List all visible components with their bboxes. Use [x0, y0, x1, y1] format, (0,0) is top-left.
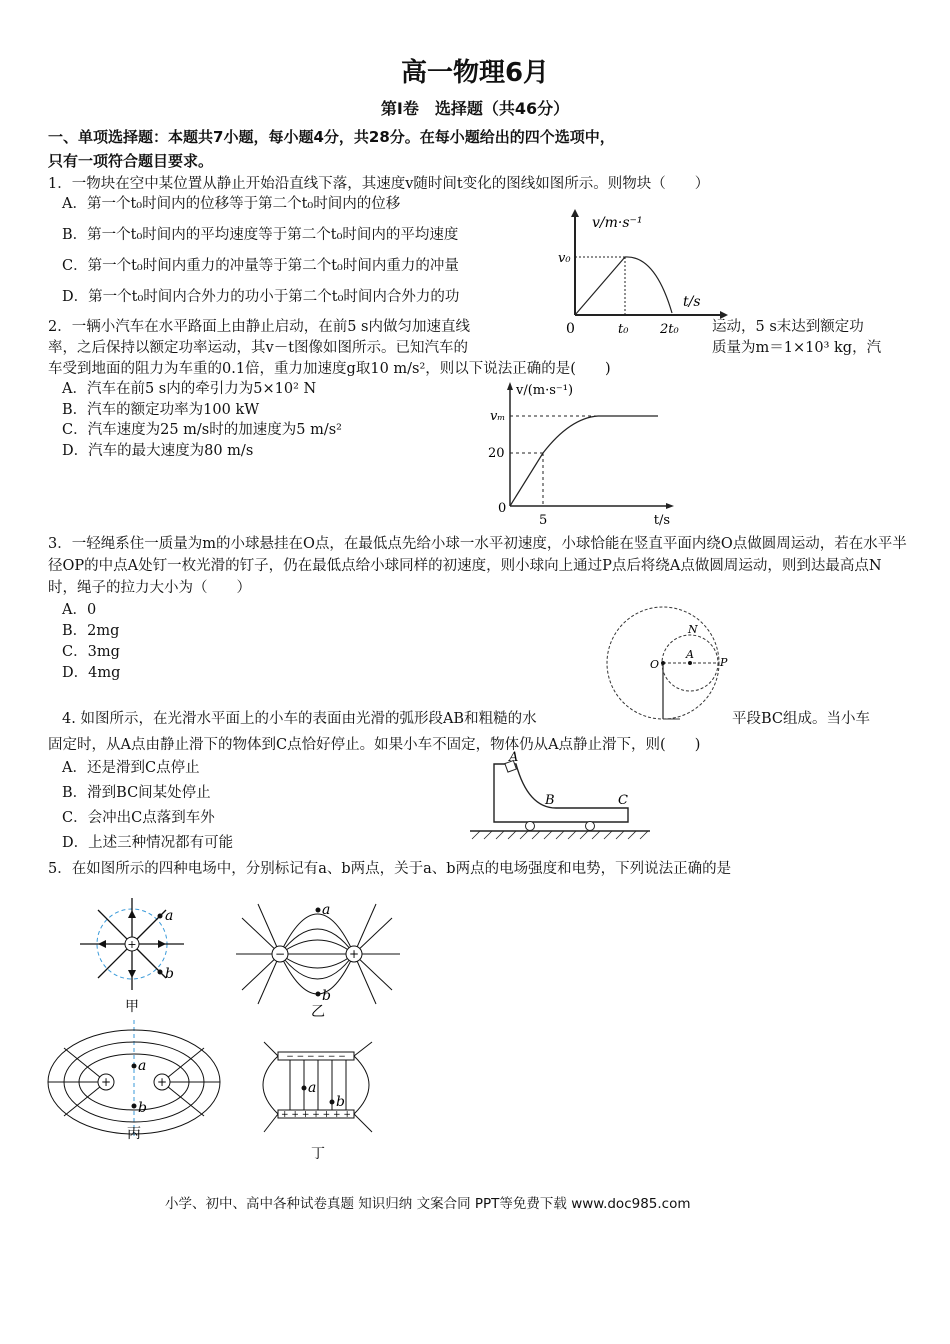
q2-x-arrow	[666, 503, 674, 509]
q5-bing-plus-right: +	[156, 1075, 168, 1089]
q1-line-rising	[575, 257, 625, 315]
q5-yi-plus: +	[348, 947, 360, 961]
q2-line2-right: 质量为m＝1×10³ kg，汽	[712, 340, 882, 356]
q1-ylabel: v/m·s⁻¹	[592, 215, 643, 231]
q5-bing-label-a: a	[138, 1058, 147, 1074]
page-footer: 小学、初中、高中各种试卷真题 知识归纳 文案合同 PPT等免费下载 www.doc985.com	[165, 1196, 691, 1212]
q1-option-c: C．第一个t₀时间内重力的冲量等于第二个t₀时间内重力的冲量	[62, 258, 459, 274]
q3-label-n: N	[688, 623, 698, 636]
q4-label-b: B	[545, 793, 555, 808]
q1-vt-graph	[550, 205, 730, 340]
q5-figure-bing	[46, 1018, 222, 1140]
q5-ding-point-a	[302, 1086, 307, 1091]
q5-ding-minus-signs: − − − − − −	[286, 1052, 346, 1062]
q5-jia-caption: 甲	[125, 999, 139, 1014]
q1-xlabel: t/s	[683, 294, 701, 310]
q5-figure-ding	[252, 1040, 384, 1162]
q5-bing-point-a	[132, 1064, 137, 1069]
q2-line1-right: 运动，5 s末达到额定功	[712, 319, 864, 335]
q4-option-d: D．上述三种情况都有可能	[62, 835, 234, 851]
q2-5-label: 5	[539, 513, 548, 528]
q5-jia-label-a: a	[165, 908, 174, 924]
q2-vm-label: vₘ	[490, 409, 506, 424]
q5-yi-label-a: a	[322, 902, 331, 918]
q5-ding-label-b: b	[336, 1094, 345, 1110]
q2-line1: 2．一辆小汽车在水平路面上由静止启动，在前5 s内做匀加速直线	[48, 319, 470, 335]
q3-option-c: C．3mg	[62, 644, 120, 660]
q2-option-c: C．汽车速度为25 m/s时的加速度为5 m/s²	[62, 422, 342, 438]
q5-yi-caption: 乙	[311, 1004, 325, 1018]
q3-option-d: D．4mg	[62, 665, 121, 681]
q4-wheel-left	[526, 822, 535, 831]
q4-option-a: A．还是滑到C点停止	[62, 760, 200, 776]
q5-ding-point-b	[330, 1100, 335, 1105]
q2-20-label: 20	[488, 446, 505, 461]
q1-origin-label: 0	[566, 321, 575, 337]
q3-point-o	[661, 661, 665, 665]
q2-option-b: B．汽车的额定功率为100 kW	[62, 402, 260, 418]
q1-2t0-label: 2t₀	[660, 322, 679, 337]
q2-option-a: A．汽车在前5 s内的牵引力为5×10² N	[62, 381, 317, 397]
q1-t0-label: t₀	[618, 322, 629, 337]
q2-line3: 车受到地面的阻力为车重的0.1倍，重力加速度g取10 m/s²，则以下说法正确的是( )	[48, 361, 611, 377]
q5-jia-point-a	[158, 914, 163, 919]
q5-yi-point-b	[316, 992, 321, 997]
q5-yi-point-a	[316, 908, 321, 913]
q2-curve-rated-power	[543, 416, 658, 453]
q2-origin-label: 0	[498, 501, 507, 516]
q5-yi-field-lines	[236, 904, 400, 1004]
q3-label-a: A	[686, 648, 694, 661]
q2-option-d: D．汽车的最大速度为80 m/s	[62, 443, 254, 459]
q4-line1-right: 平段BC组成。当小车	[732, 711, 871, 727]
q5-figure-yi	[232, 896, 404, 1018]
q4-label-a: A	[509, 750, 519, 765]
q3-label-p: P	[720, 656, 728, 669]
q1-stem: 1．一物块在空中某位置从静止开始沿直线下落，其速度v随时间t变化的图线如图所示。则物块（ ）	[48, 176, 710, 192]
q1-v0-label: v₀	[558, 251, 571, 266]
q5-ding-caption: 丁	[311, 1146, 325, 1162]
q5-figure-jia	[72, 896, 192, 1014]
q4-wheel-right	[586, 822, 595, 831]
q2-y-arrow	[507, 382, 513, 390]
instructions-line1: 一、单项选择题：本题共7小题，每小题4分，共28分。在每小题给出的四个选项中，	[48, 128, 615, 146]
q5-ding-plus-signs: + + + + + + +	[281, 1110, 351, 1120]
q1-option-b: B．第一个t₀时间内的平均速度等于第二个t₀时间内的平均速度	[62, 227, 459, 243]
q4-line2: 固定时，从A点由静止滑下的物体到C点恰好停止。如果小车不固定，物体仍从A点静止滑下，则( )	[48, 737, 701, 753]
q3-label-o: O	[650, 658, 660, 671]
q4-option-c: C．会冲出C点落到车外	[62, 810, 215, 826]
q5-ding-label-a: a	[308, 1080, 317, 1096]
q5-yi-minus: −	[274, 947, 286, 961]
q3-point-a	[688, 661, 692, 665]
q1-option-d: D．第一个t₀时间内合外力的功小于第二个t₀时间内合外力的功	[62, 289, 460, 305]
q4-ground-hatch	[472, 831, 648, 839]
section-title: 第Ⅰ卷 选择题（共46分）	[380, 99, 570, 118]
instructions-line2: 只有一项符合题目要求。	[48, 152, 214, 170]
q5-bing-point-b	[132, 1104, 137, 1109]
q1-y-arrow	[571, 209, 579, 217]
q4-cart-body	[494, 764, 628, 822]
q2-line-rising	[510, 453, 543, 506]
q3-option-a: A．0	[62, 602, 97, 618]
q4-option-b: B．滑到BC间某处停止	[62, 785, 211, 801]
q5-jia-label-b: b	[165, 966, 174, 982]
q5-bing-label-b: b	[138, 1100, 147, 1116]
q5-jia-point-b	[158, 970, 163, 975]
q4-cart-diagram	[462, 750, 657, 842]
q5-bing-caption: 丙	[127, 1126, 141, 1140]
q1-option-a: A．第一个t₀时间内的位移等于第二个t₀时间内的位移	[62, 196, 401, 212]
q2-line2: 率，之后保持以额定功率运动，其v－t图像如图所示。已知汽车的	[48, 340, 469, 356]
q2-vt-graph	[480, 378, 680, 528]
q2-xlabel: t/s	[653, 513, 670, 528]
q5-yi-label-b: b	[322, 988, 331, 1004]
q3-option-b: B．2mg	[62, 623, 120, 639]
q5-stem: 5．在如图所示的四种电场中，分别标记有a、b两点，关于a、b两点的电场强度和电势，下列说法正确的是	[48, 861, 732, 877]
q4-label-c: C	[618, 793, 628, 808]
q4-line1: 4. 如图所示，在光滑水平面上的小车的表面由光滑的弧形段AB和粗糙的水	[62, 711, 537, 727]
q5-bing-plus-left: +	[100, 1075, 112, 1089]
q1-curve-falling	[625, 257, 672, 313]
q3-stem: 3．一轻绳系住一质量为m的小球悬挂在O点，在最低点先给小球一水平初速度，小球恰能在竖直平面内绕O点做圆周运动，若在水平半径OP的中点A处钉一枚光滑的钉子，仍在最低点给小球同样的初速度，则小球向上通过P点后将绕A点做圆周运动，则到达最高点N时，绳子的拉力大小为（ ）	[48, 536, 907, 596]
q5-jia-plus: +	[127, 938, 137, 951]
q2-ylabel: v/(m·s⁻¹)	[516, 383, 574, 398]
page-title: 高一物理6月	[400, 58, 550, 88]
q3-circle-diagram	[600, 606, 750, 724]
